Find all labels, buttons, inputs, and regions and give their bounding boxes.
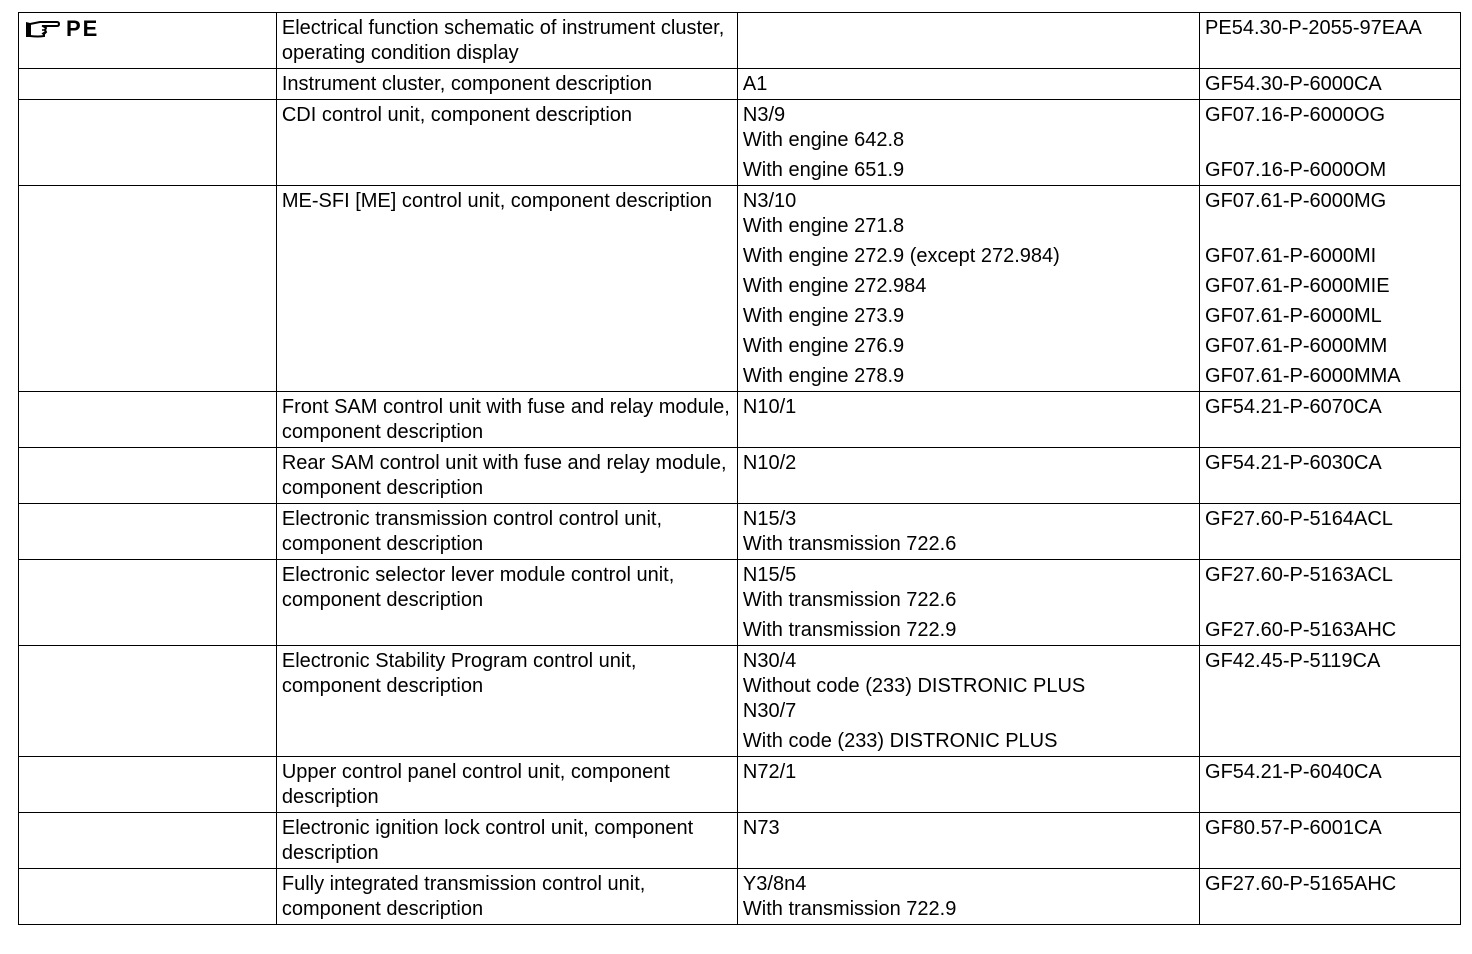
row-description: ME-SFI [ME] control unit, component description (281, 190, 713, 212)
designation-line: N15/3 (742, 508, 797, 530)
designation-line: N10/1 (742, 396, 797, 418)
marker-cell (19, 869, 277, 925)
document-ref: GF07.61-P-6000MG (1205, 190, 1387, 212)
reference-table (18, 12, 1461, 925)
designation-line: N15/5 (742, 564, 797, 586)
table-row (19, 392, 1461, 448)
marker-cell (19, 504, 277, 560)
marker-cell (19, 646, 277, 757)
table-row (19, 100, 1461, 186)
marker-cell (19, 757, 277, 813)
table-row (19, 186, 1461, 392)
document-ref (1205, 588, 1455, 613)
designation-line: With engine 271.8 (742, 215, 905, 237)
document-ref (1205, 128, 1455, 153)
document-ref: GF27.60-P-5163AHC (1205, 619, 1397, 641)
document-ref: GF80.57-P-6001CA (1205, 817, 1382, 839)
document-ref (1205, 214, 1455, 239)
document-ref: GF07.61-P-6000MMA (1205, 365, 1401, 387)
table-row (19, 13, 1461, 69)
document-ref: GF27.60-P-5165AHC (1205, 873, 1397, 895)
document-ref: GF07.61-P-6000MM (1205, 335, 1388, 357)
marker-cell (19, 69, 277, 100)
document-ref: GF07.61-P-6000ML (1205, 305, 1382, 327)
table-row (19, 646, 1461, 757)
document-ref: GF54.21-P-6070CA (1205, 396, 1382, 418)
marker-cell (19, 448, 277, 504)
designation-cell (737, 13, 1199, 69)
marker-cell (19, 186, 277, 392)
designation-line: N72/1 (742, 761, 797, 783)
document-ref: PE54.30-P-2055-97EAA (1205, 17, 1422, 39)
designation-line: N3/9 (742, 104, 786, 126)
document-ref: GF54.21-P-6030CA (1205, 452, 1382, 474)
designation-line: N73 (742, 817, 780, 839)
table-row (19, 504, 1461, 560)
document-ref: GF27.60-P-5163ACL (1205, 564, 1393, 586)
marker-cell (19, 392, 277, 448)
row-description: Electronic Stability Program control unit, component description (281, 650, 637, 697)
document-ref: GF07.61-P-6000MI (1205, 245, 1377, 267)
designation-line: With transmission 722.6 (742, 533, 957, 555)
pointing-hand-icon (24, 18, 60, 40)
table-row (19, 69, 1461, 100)
designation-line: With transmission 722.6 (742, 589, 957, 611)
designation-line: N30/7 (742, 700, 797, 722)
row-description: Rear SAM control unit with fuse and relay module, component description (281, 452, 727, 499)
table-row (19, 757, 1461, 813)
designation-line: With transmission 722.9 (742, 619, 957, 641)
designation-line: N30/4 (742, 650, 797, 672)
document-ref: GF54.21-P-6040CA (1205, 761, 1382, 783)
pe-marker (24, 16, 271, 41)
row-description: Front SAM control unit with fuse and relay module, component description (281, 396, 730, 443)
pe-marker-label: PE (66, 16, 100, 41)
designation-line: With engine 276.9 (742, 335, 905, 357)
document-ref: GF07.16-P-6000OG (1205, 104, 1386, 126)
document-ref: GF42.45-P-5119CA (1205, 650, 1381, 672)
marker-cell (19, 13, 277, 69)
designation-line: With engine 272.9 (except 272.984) (742, 245, 1060, 267)
table-row (19, 869, 1461, 925)
designation-line: With engine 272.984 (742, 275, 927, 297)
table-row (19, 448, 1461, 504)
designation-line: N10/2 (742, 452, 797, 474)
designation-line: With transmission 722.9 (742, 898, 957, 920)
row-description: CDI control unit, component description (281, 104, 633, 126)
designation-line: Without code (233) DISTRONIC PLUS (742, 675, 1086, 697)
document-ref: GF54.30-P-6000CA (1205, 73, 1382, 95)
row-description: Electronic selector lever module control unit, component description (281, 564, 675, 611)
marker-cell (19, 100, 277, 186)
designation-line: With code (233) DISTRONIC PLUS (742, 730, 1058, 752)
document-ref: GF07.16-P-6000OM (1205, 159, 1387, 181)
row-description: Instrument cluster, component description (281, 73, 653, 95)
row-description: Electronic transmission control control unit, component description (281, 508, 663, 555)
document-ref: GF07.61-P-6000MIE (1205, 275, 1390, 297)
designation-line: N3/10 (742, 190, 797, 212)
marker-cell (19, 813, 277, 869)
row-description: Electrical function schematic of instrument cluster, operating condition display (281, 17, 725, 64)
designation-line: With engine 273.9 (742, 305, 905, 327)
marker-cell (19, 560, 277, 646)
row-description: Fully integrated transmission control unit, component description (281, 873, 646, 920)
row-description: Upper control panel control unit, component description (281, 761, 670, 808)
table-row (19, 813, 1461, 869)
document-ref: GF27.60-P-5164ACL (1205, 508, 1393, 530)
designation-line: Y3/8n4 (742, 873, 807, 895)
designation-line: With engine 642.8 (742, 129, 905, 151)
designation-line: A1 (742, 73, 768, 95)
designation-line: With engine 278.9 (742, 365, 905, 387)
designation-line: With engine 651.9 (742, 159, 905, 181)
row-description: Electronic ignition lock control unit, component description (281, 817, 694, 864)
table-row (19, 560, 1461, 646)
